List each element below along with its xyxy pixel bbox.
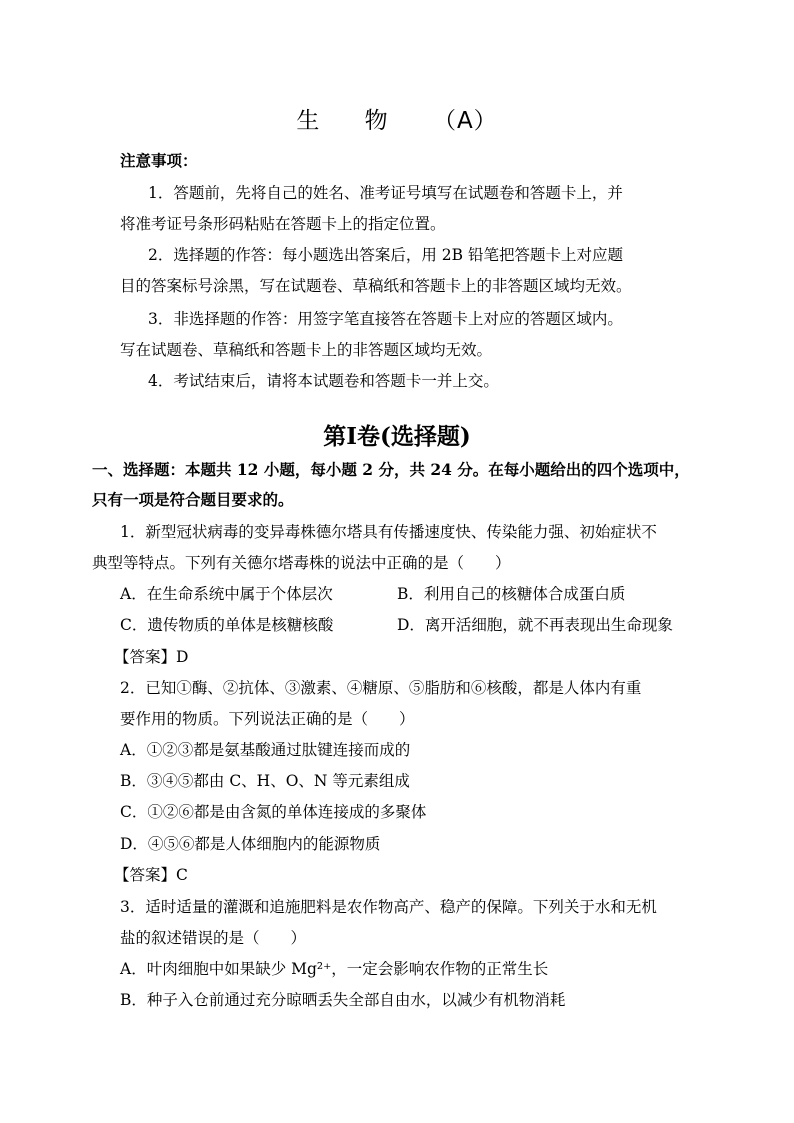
q2-answer: 【答案】C — [114, 866, 188, 884]
q1-option-b: B．利用自己的核糖体合成蛋白质 — [397, 585, 626, 603]
q1-option-d: D．离开活细胞，就不再表现出生命现象 — [397, 616, 673, 634]
notice-line-1: 1．答题前，先将自己的姓名、准考证号填写在试题卷和答题卡上，并 — [148, 184, 623, 202]
part-one-line-2: 只有一项是符合题目要求的。 — [92, 490, 294, 509]
title-char-1: 生 — [296, 108, 321, 134]
q1-option-a: A．在生命系统中属于个体层次 — [120, 585, 333, 603]
q3-stem-line-2: 盐的叙述错误的是（ ） — [120, 929, 307, 947]
q2-stem-line-2: 要作用的物质。下列说法正确的是（ ） — [120, 710, 415, 728]
q2-option-d: D．④⑤⑥都是人体细胞内的能源物质 — [120, 835, 381, 853]
notice-line-3: 2．选择题的作答：每小题选出答案后，用 2B 铅笔把答题卡上对应题 — [148, 246, 623, 264]
section-title: 第Ⅰ卷(选择题) — [323, 423, 471, 450]
q1-option-c: C．遗传物质的单体是核糖核酸 — [120, 616, 334, 634]
notice-line-6: 写在试题卷、草稿纸和答题卡上的非答题区域均无效。 — [120, 341, 493, 359]
q2-option-b: B．③④⑤都由 C、H、O、N 等元素组成 — [120, 772, 410, 790]
title-char-2: 物 — [364, 108, 389, 134]
page-title — [0, 102, 794, 135]
notice-heading: 注意事项： — [120, 151, 198, 170]
notice-line-2: 将准考证号条形码粘贴在答题卡上的指定位置。 — [120, 215, 446, 233]
part-one-line-1: 一、选择题：本题共 12 小题，每小题 2 分，共 24 分。在每小题给出的四个选项中， — [92, 460, 690, 479]
notice-line-5: 3．非选择题的作答：用签字笔直接答在答题卡上对应的答题区域内。 — [148, 310, 623, 328]
q1-stem-line-1: 1．新型冠状病毒的变异毒株德尔塔具有传播速度快、传染能力强、初始症状不 — [120, 523, 657, 541]
notice-line-4: 目的答案标号涂黑，写在试题卷、草稿纸和答题卡上的非答题区域均无效。 — [120, 277, 632, 295]
q2-option-c: C．①②⑥都是由含氮的单体连接成的多聚体 — [120, 803, 427, 821]
q3-option-a: A．叶肉细胞中如果缺少 Mg²⁺，一定会影响农作物的正常生长 — [120, 960, 549, 978]
title-edition: （A） — [432, 108, 498, 134]
q2-stem-line-1: 2．已知①酶、②抗体、③激素、④糖原、⑤脂肪和⑥核酸，都是人体内有重 — [120, 679, 642, 697]
q1-stem-line-2: 典型等特点。下列有关德尔塔毒株的说法中正确的是（ ） — [92, 554, 511, 572]
q3-option-b: B．种子入仓前通过充分晾晒丢失全部自由水，以减少有机物消耗 — [120, 991, 566, 1009]
q1-answer: 【答案】D — [114, 648, 189, 666]
q2-option-a: A．①②③都是氨基酸通过肽键连接而成的 — [120, 741, 411, 759]
notice-line-7: 4．考试结束后，请将本试题卷和答题卡一并上交。 — [148, 372, 499, 390]
q3-stem-line-1: 3．适时适量的灌溉和追施肥料是农作物高产、稳产的保障。下列关于水和无机 — [120, 898, 657, 916]
